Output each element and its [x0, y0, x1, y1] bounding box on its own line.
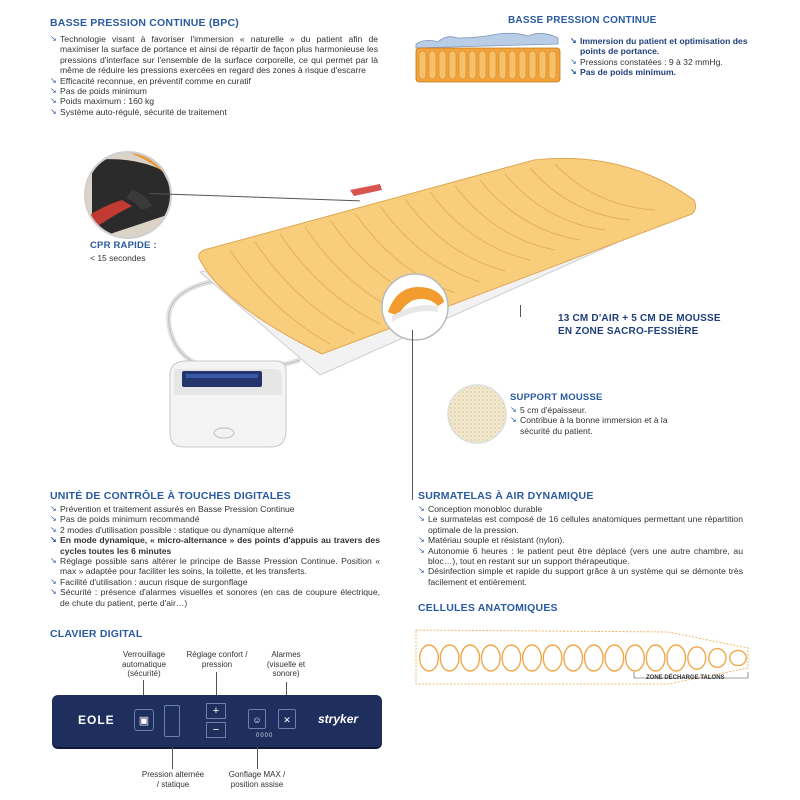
- lock-label: Verrouillage automatique (sécurité): [121, 650, 167, 678]
- surmatelas-item: ↘ Conception monobloc durable: [418, 504, 743, 514]
- sacral-zone-zoom: [380, 272, 450, 342]
- anatomical-cell: [420, 645, 439, 671]
- lock-button[interactable]: [134, 709, 154, 731]
- comfort-minus-button[interactable]: −: [206, 722, 226, 738]
- comfort-plus-button[interactable]: +: [206, 703, 226, 719]
- control-list: [50, 504, 380, 608]
- pressure-callout-line: [172, 747, 173, 769]
- bpc-item: ↘ Pas de poids minimum: [50, 86, 378, 96]
- anatomical-cell: [543, 645, 562, 671]
- support-list: [510, 405, 680, 436]
- cellules-title: CELLULES ANATOMIQUES: [418, 602, 558, 614]
- control-item: ↘ Prévention et traitement assurés en Basse Pression Continue: [50, 504, 380, 514]
- anatomical-cell: [440, 645, 459, 671]
- heel-zone-label: ZONE DÉCHARGE TALONS: [646, 675, 725, 681]
- surmatelas-title: SURMATELAS À AIR DYNAMIQUE: [418, 490, 594, 502]
- anatomical-cell: [667, 645, 686, 671]
- control-item: ↘ Facilité d'utilisation : aucun risque de surgonflage: [50, 577, 380, 587]
- control-title: UNITÉ DE CONTRÔLE À TOUCHES DIGITALES: [50, 490, 291, 502]
- bpc-item: ↘ Poids maximum : 160 kg: [50, 96, 378, 106]
- surmatelas-list: [418, 504, 743, 587]
- alarm-icon: ✕: [283, 715, 291, 725]
- support-item: ↘ 5 cm d'épaisseur.: [510, 405, 680, 415]
- battery-indicator: 0000: [256, 733, 274, 739]
- max-label: Gonflage MAX / position assise: [228, 770, 286, 789]
- control-item: ↘ 2 modes d'utilisation possible : statique ou dynamique alterné: [50, 525, 380, 535]
- alarm-mute-button[interactable]: [278, 709, 296, 729]
- anatomical-cell: [502, 645, 521, 671]
- anatomical-cell: [730, 650, 746, 665]
- foam-support-photo: [446, 383, 508, 445]
- air-foam-label-2: EN ZONE SACRO-FESSIÈRE: [558, 326, 699, 337]
- surmatelas-item: ↘ Désinfection simple et rapide du support grâce à un système qui se démonte très facilement et entièrement.: [418, 566, 743, 587]
- lock-icon: ▣: [138, 715, 150, 727]
- anatomical-cell: [646, 645, 665, 671]
- surmatelas-item: ↘ Matériau souple et résistant (nylon).: [418, 535, 743, 545]
- pressure-cells-illustration: [412, 30, 564, 86]
- anatomical-cell: [585, 645, 604, 671]
- control-unit-illustration: [160, 355, 290, 455]
- support-title: SUPPORT MOUSSE: [510, 392, 603, 403]
- air-foam-callout-line: [520, 305, 521, 317]
- bpc-title: BASSE PRESSION CONTINUE (BPC): [50, 17, 239, 29]
- bpc-right-item: ↘ Immersion du patient et optimisation des points de portance.: [570, 36, 775, 57]
- surmatelas-item: ↘ Le surmatelas est composé de 16 cellules anatomiques permettant une répartition optimale de la pression.: [418, 514, 743, 535]
- control-item: ↘ En mode dynamique, « micro-alternance » des points d'appuis au travers des cycles toutes les 6 minutes: [50, 535, 380, 556]
- anatomical-cell: [523, 645, 542, 671]
- person-icon: ☺: [252, 715, 262, 725]
- surmatelas-item: ↘ Autonomie 6 heures : le patient peut être déplacé (vers une autre chambre, au bloc…), tout en restant sur un support thérapeutique.: [418, 546, 743, 567]
- bpc-right-item: ↘ Pas de poids minimum.: [570, 67, 775, 77]
- brand-left: EOLE: [78, 713, 115, 727]
- air-foam-label-1: 13 CM D'AIR + 5 CM DE MOUSSE: [558, 313, 721, 324]
- anatomical-cell: [688, 647, 706, 669]
- bpc-right-list: [570, 36, 775, 78]
- alarms-label: Alarmes (visuelle et sonore): [266, 650, 306, 678]
- max-callout-line: [257, 747, 258, 769]
- pressure-label: Pression alternée / statique: [141, 770, 205, 789]
- brand-right: stryker: [318, 712, 359, 726]
- clavier-title: CLAVIER DIGITAL: [50, 628, 143, 640]
- control-item: ↘ Pas de poids minimum recommandé: [50, 514, 380, 524]
- pressure-mode-button[interactable]: [164, 705, 180, 737]
- cpr-subtitle: < 15 secondes: [90, 253, 146, 263]
- control-item: ↘ Sécurité : présence d'alarmes visuelles et sonores (en cas de coupure électrique, de chute du patient, perte d'air…): [50, 587, 380, 608]
- surmatelas-callout-line: [412, 330, 413, 500]
- bpc-item: ↘ Efficacité reconnue, en préventif comme en curatif: [50, 76, 378, 86]
- anatomical-cell: [709, 649, 726, 668]
- anatomical-cell: [564, 645, 583, 671]
- support-item: ↘ Contribue à la bonne immersion et à la sécurité du patient.: [510, 415, 680, 436]
- comfort-label: Réglage confort / pression: [186, 650, 248, 669]
- anatomical-cell: [482, 645, 501, 671]
- max-inflate-button[interactable]: [248, 709, 266, 729]
- bpc-right-title: BASSE PRESSION CONTINUE: [508, 15, 657, 26]
- bpc-item: ↘ Système auto-régulé, sécurité de traitement: [50, 107, 378, 117]
- anatomical-cell: [461, 645, 480, 671]
- bpc-item: ↘ Technologie visant à favoriser l'immersion « naturelle » du patient afin de maximiser la surface de portance et ainsi de répartir de façon plus harmonieuse les pressions d'interface sur l'ensemble de la surface corporelle, ce qui permet par là même de réduire les pressions exercées en regard des zones à risque d'escarre: [50, 34, 378, 76]
- air-mattress-illustration: [160, 150, 700, 390]
- control-item: ↘ Réglage possible sans altérer le principe de Basse Pression Continue. Position « max » adaptée pour faciliter les soins, la toilette, et les transferts.: [50, 556, 380, 577]
- cpr-title: CPR RAPIDE :: [90, 240, 157, 251]
- keypad-panel: [52, 695, 382, 747]
- anatomical-cell: [605, 645, 624, 671]
- bpc-right-item: ↘ Pressions constatées : 9 à 32 mmHg.: [570, 57, 775, 67]
- anatomical-cell: [626, 645, 645, 671]
- bpc-list: [50, 34, 378, 117]
